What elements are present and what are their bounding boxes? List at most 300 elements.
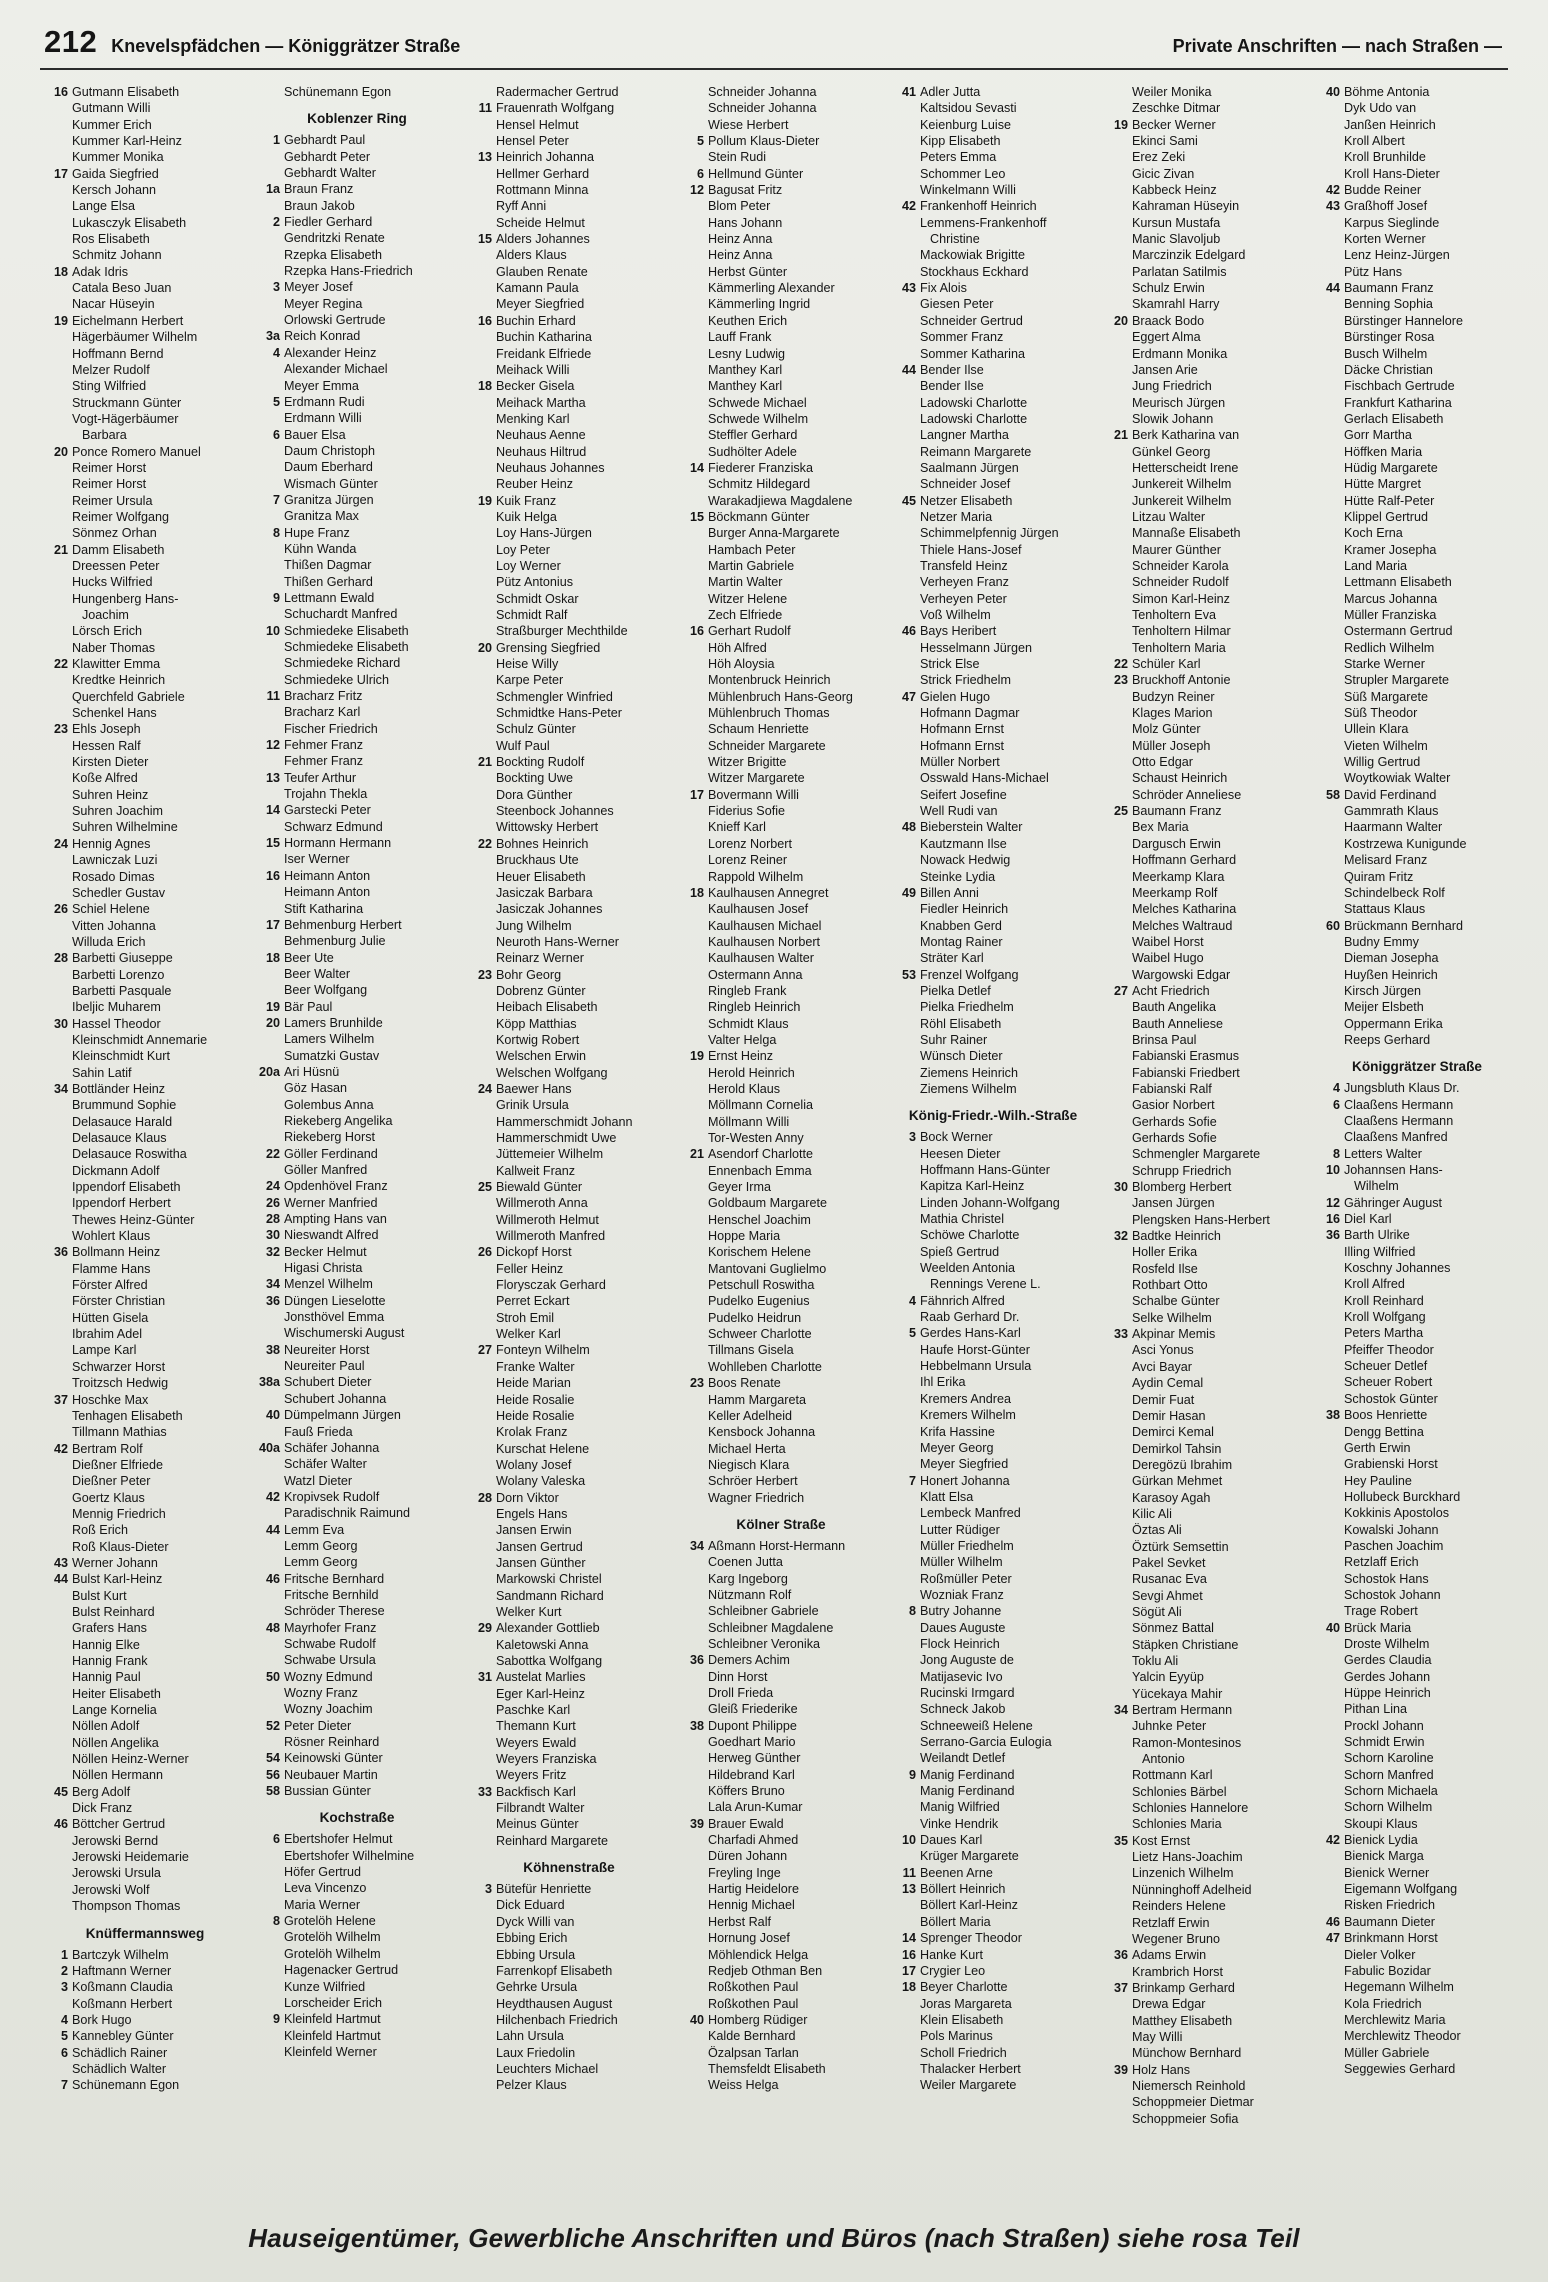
resident-name: Meerkamp Klara — [1132, 869, 1225, 884]
house-number — [468, 2028, 496, 2044]
entry-line — [892, 362, 1094, 378]
entry-line — [1316, 1016, 1518, 1032]
entry-line — [468, 1930, 670, 1946]
resident-name: Blom Peter — [708, 199, 771, 214]
entry-line — [468, 1963, 670, 1979]
entry-line — [1104, 395, 1306, 411]
house-number — [892, 378, 920, 394]
resident-name: Scheuer Detlef — [1344, 1359, 1428, 1374]
entry-line — [468, 1881, 670, 1897]
entry-line — [1104, 313, 1306, 329]
house-number — [44, 1048, 72, 1064]
resident-name: Jansen Jürgen — [1132, 1196, 1215, 1211]
entry-line — [1104, 950, 1306, 966]
resident-name: Böckmann Günter — [708, 509, 810, 524]
entry-line — [256, 198, 458, 214]
house-number — [256, 1636, 284, 1652]
resident-name: Feller Heinz — [496, 1261, 564, 1276]
entry-line — [468, 395, 670, 411]
entry-line — [1104, 1522, 1306, 1538]
entry-line — [892, 705, 1094, 721]
resident-name: Reinders Helene — [1132, 1899, 1226, 1914]
entry-line — [256, 394, 458, 410]
house-number — [1104, 1865, 1132, 1881]
house-number — [892, 1848, 920, 1864]
house-number: 32 — [1113, 1229, 1128, 1244]
resident-name: Schünemann Egon — [284, 85, 392, 99]
resident-name: Grotelöh Wilhelm — [284, 1946, 381, 1961]
resident-name: Nützmann Rolf — [708, 1587, 792, 1602]
house-number — [1104, 623, 1132, 639]
entry-line — [256, 149, 458, 165]
resident-name: Vitten Johanna — [72, 918, 156, 933]
resident-name: Willuda Erich — [72, 934, 146, 949]
entry-line — [44, 166, 246, 182]
resident-name: Transfeld Heinz — [920, 558, 1008, 573]
entry-line — [680, 166, 882, 182]
house-number — [468, 1816, 496, 1832]
resident-name: Kersch Johann — [72, 183, 157, 198]
house-number — [892, 852, 920, 868]
house-number — [1104, 1800, 1132, 1816]
house-number — [680, 1750, 708, 1766]
house-number — [1316, 574, 1344, 590]
entry-line — [256, 132, 458, 148]
entry-line — [44, 1800, 246, 1816]
entry-line — [468, 983, 670, 999]
resident-name: Meinus Günter — [496, 1817, 579, 1832]
house-number: 12 — [1325, 1195, 1340, 1210]
resident-name: Biewald Günter — [496, 1180, 583, 1195]
entry-line — [256, 1325, 458, 1341]
house-number — [680, 1947, 708, 1963]
resident-name: Dargusch Erwin — [1132, 836, 1221, 851]
entry-line — [1104, 1277, 1306, 1293]
entry-line — [1104, 231, 1306, 247]
resident-name: Brückmann Bernhard — [1344, 918, 1464, 933]
house-number — [256, 1652, 284, 1668]
entry-line — [256, 574, 458, 590]
entry-line — [1104, 999, 1306, 1015]
house-number: 48 — [265, 1620, 280, 1635]
resident-name: Fischbach Gertrude — [1344, 379, 1455, 394]
resident-name: Montag Rainer — [920, 934, 1003, 949]
entry-line — [892, 296, 1094, 312]
entry-line — [892, 1440, 1094, 1456]
house-number: 22 — [53, 657, 68, 672]
entry-line — [680, 574, 882, 590]
house-number: 27 — [477, 1343, 492, 1358]
resident-name: Fiedler Gerhard — [284, 215, 373, 230]
entry-line — [44, 411, 246, 427]
house-number — [44, 476, 72, 492]
resident-name: Glauben Renate — [496, 264, 588, 279]
resident-name: Schneider Johanna — [708, 85, 817, 99]
entry-line — [44, 1424, 246, 1440]
entry-line — [44, 525, 246, 541]
entry-line — [468, 1212, 670, 1228]
house-number — [680, 247, 708, 263]
house-number: 6 — [60, 2045, 68, 2060]
entry-line — [680, 999, 882, 1015]
entry-line — [1316, 1097, 1518, 1113]
resident-name: Melches Waltraud — [1132, 918, 1233, 933]
entry-line — [1104, 427, 1306, 443]
entry-line — [1104, 84, 1306, 100]
entry-line — [1104, 983, 1306, 999]
house-number — [468, 869, 496, 885]
house-number — [468, 1996, 496, 2012]
entry-line — [44, 1490, 246, 1506]
entry-line — [468, 346, 670, 362]
house-number — [680, 346, 708, 362]
house-number — [680, 656, 708, 672]
resident-name: Heide Marian — [496, 1376, 571, 1391]
entry-line — [1316, 1162, 1518, 1178]
entry-line — [680, 1963, 882, 1979]
resident-name: Kaletowski Anna — [496, 1637, 589, 1652]
house-number — [468, 280, 496, 296]
entry-line — [468, 427, 670, 443]
entry-line — [1104, 885, 1306, 901]
entry-line — [1316, 1734, 1518, 1750]
entry-line — [1104, 1195, 1306, 1211]
house-number — [892, 591, 920, 607]
resident-name: Müller Norbert — [920, 755, 1000, 770]
resident-name: Hennig Agnes — [72, 836, 151, 851]
entry-line — [892, 378, 1094, 394]
house-number — [1104, 476, 1132, 492]
house-number — [44, 1996, 72, 2012]
resident-name: Braun Jakob — [284, 198, 355, 213]
house-number — [468, 901, 496, 917]
house-number — [680, 640, 708, 656]
house-number — [1104, 231, 1132, 247]
house-number: 43 — [53, 1555, 68, 1570]
entry-line — [680, 1538, 882, 1554]
entry-line — [256, 1571, 458, 1587]
house-number — [1104, 1718, 1132, 1734]
entry-line — [892, 1178, 1094, 1194]
house-number — [1104, 215, 1132, 231]
resident-name: Well Rudi van — [920, 804, 998, 819]
entry-line — [468, 362, 670, 378]
entry-line — [1316, 1963, 1518, 1979]
house-number — [468, 1963, 496, 1979]
house-number: 16 — [901, 1947, 916, 1962]
entry-line — [44, 444, 246, 460]
house-number — [892, 1309, 920, 1325]
entry-line — [1316, 1832, 1518, 1848]
house-number — [44, 1865, 72, 1881]
house-number — [468, 1588, 496, 1604]
resident-name: Saalmann Jürgen — [920, 460, 1019, 475]
house-number — [468, 264, 496, 280]
house-number — [680, 999, 708, 1015]
resident-name: Grafers Hans — [72, 1621, 147, 1636]
entry-line — [256, 476, 458, 492]
house-number — [468, 1947, 496, 1963]
resident-name: Klawitter Emma — [72, 657, 161, 672]
street-heading: Knüffermannsweg — [85, 1925, 205, 1941]
resident-name: Kilic Ali — [1132, 1506, 1172, 1521]
resident-name: Watzl Dieter — [284, 1473, 353, 1488]
entry-line — [680, 182, 882, 198]
house-number — [1104, 1114, 1132, 1130]
resident-name: Schwarzer Horst — [72, 1359, 166, 1374]
resident-name: Gerth Erwin — [1344, 1440, 1411, 1455]
entry-line — [256, 1374, 458, 1390]
resident-name: Möhlendick Helga — [708, 1947, 809, 1962]
resident-name: Crygier Leo — [920, 1963, 986, 1978]
house-number: 20 — [53, 444, 68, 459]
resident-name: Kaulhausen Norbert — [708, 934, 821, 949]
house-number — [892, 166, 920, 182]
entry-line — [680, 509, 882, 525]
house-number — [680, 1881, 708, 1897]
entry-line — [1316, 918, 1518, 934]
entry-line — [892, 1146, 1094, 1162]
resident-name: Ziemens Heinrich — [920, 1065, 1018, 1080]
house-number: 14 — [901, 1931, 916, 1946]
house-number — [1316, 885, 1344, 901]
entry-line — [256, 802, 458, 818]
resident-name: Jerowski Heidemarie — [72, 1850, 189, 1865]
house-number — [680, 607, 708, 623]
entry-line — [892, 493, 1094, 509]
resident-name: Schmidt Erwin — [1344, 1735, 1425, 1750]
house-number — [680, 329, 708, 345]
resident-name: Witzer Helene — [708, 591, 788, 606]
house-number — [1316, 738, 1344, 754]
house-number: 9 — [272, 590, 280, 605]
entry-line — [468, 280, 670, 296]
house-number — [468, 689, 496, 705]
house-number: 4 — [1332, 1081, 1340, 1096]
house-number: 40 — [1325, 85, 1340, 99]
house-number — [1316, 1456, 1344, 1472]
resident-name: Austelat Marlies — [496, 1670, 586, 1685]
resident-name: Lörsch Erich — [72, 624, 142, 639]
house-number — [256, 655, 284, 671]
header-left — [44, 24, 460, 60]
house-number — [680, 1914, 708, 1930]
street-heading: Kochstraße — [319, 1810, 395, 1826]
entry-line — [1104, 198, 1306, 214]
resident-name: Öztürk Semsettin — [1132, 1539, 1229, 1554]
entry-line — [44, 885, 246, 901]
house-number — [44, 362, 72, 378]
resident-name: Eigemann Wolfgang — [1344, 1882, 1458, 1897]
house-number — [1104, 705, 1132, 721]
house-number — [468, 1930, 496, 1946]
house-number: 30 — [1113, 1180, 1128, 1195]
house-number — [1316, 1996, 1344, 2012]
resident-name: Claaßens Hermann — [1344, 1113, 1454, 1128]
house-number — [468, 1473, 496, 1489]
entry-line — [680, 1816, 882, 1832]
resident-name: Seifert Josefine — [920, 787, 1007, 802]
house-number — [680, 1097, 708, 1113]
resident-name: Schneider Johanna — [708, 101, 817, 116]
resident-name: Süß Margarete — [1344, 689, 1428, 704]
resident-name: Bulst Kurt — [72, 1588, 127, 1603]
house-number — [44, 640, 72, 656]
resident-name: Mayrhofer Franz — [284, 1620, 377, 1635]
entry-line — [1316, 2028, 1518, 2044]
entry-line — [680, 591, 882, 607]
resident-name: Peter Dieter — [284, 1718, 352, 1733]
resident-name: Karg Ingeborg — [708, 1571, 788, 1586]
resident-name: Wilhelm — [1354, 1179, 1399, 1194]
house-number — [1316, 1309, 1344, 1325]
entry-line — [468, 2077, 670, 2093]
resident-name: Ebbing Ursula — [496, 1947, 576, 1962]
house-number — [892, 607, 920, 623]
house-number — [680, 1114, 708, 1130]
resident-name: Schorn Karoline — [1344, 1751, 1434, 1766]
house-number — [1104, 787, 1132, 803]
entry-line — [892, 672, 1094, 688]
entry-line — [680, 1652, 882, 1668]
resident-name: Meihack Willi — [496, 362, 570, 377]
resident-name: Montenbruck Heinrich — [708, 673, 831, 688]
resident-name: Welker Kurt — [496, 1604, 562, 1619]
entry-line — [468, 1081, 670, 1097]
house-number — [468, 1604, 496, 1620]
resident-name: Wismach Günter — [284, 476, 378, 491]
entry-line — [892, 1244, 1094, 1260]
entry-line — [468, 117, 670, 133]
house-number — [256, 410, 284, 426]
entry-line — [892, 558, 1094, 574]
resident-name: Yalcin Eyyüp — [1132, 1670, 1204, 1685]
resident-name: Barbetti Giuseppe — [72, 951, 173, 966]
entry-line — [1316, 395, 1518, 411]
entry-line — [1104, 1604, 1306, 1620]
resident-name: Becker Gisela — [496, 379, 575, 394]
resident-name: Jerowski Ursula — [72, 1866, 161, 1881]
entry-line — [1104, 166, 1306, 182]
resident-name: Beenen Arne — [920, 1865, 993, 1880]
house-number — [44, 1898, 72, 1914]
resident-name: Alexander Heinz — [284, 345, 377, 360]
resident-name: Pudelko Eugenius — [708, 1294, 810, 1309]
house-number: 16 — [689, 624, 704, 639]
entry-line — [1104, 819, 1306, 835]
resident-name: Neuhaus Aenne — [496, 428, 586, 443]
resident-name: Slowik Johann — [1132, 411, 1214, 426]
house-number: 5 — [908, 1326, 916, 1341]
house-number — [1104, 1392, 1132, 1408]
house-number — [468, 1555, 496, 1571]
house-number — [1316, 1685, 1344, 1701]
resident-name: Krifa Hassine — [920, 1424, 995, 1439]
entry-line — [256, 753, 458, 769]
resident-name: Keinowski Günter — [284, 1751, 383, 1766]
resident-name: Manig Ferdinand — [920, 1784, 1015, 1799]
house-number: 14 — [265, 803, 280, 818]
resident-name: Hensel Peter — [496, 134, 569, 149]
entry-line — [44, 1375, 246, 1391]
entry-line — [256, 1750, 458, 1766]
entry-line — [468, 770, 670, 786]
entry-line — [468, 672, 670, 688]
resident-name: Henschel Joachim — [708, 1212, 811, 1227]
entry-line — [680, 934, 882, 950]
house-number — [468, 476, 496, 492]
entry-line — [256, 770, 458, 786]
house-number: 8 — [1332, 1146, 1340, 1161]
entry-line — [256, 1538, 458, 1554]
resident-name: Goldbaum Margarete — [708, 1196, 828, 1211]
resident-name: Perret Eckart — [496, 1294, 570, 1309]
resident-name: Fischer Friedrich — [284, 721, 378, 736]
house-number: 11 — [478, 101, 492, 116]
house-number — [256, 1358, 284, 1374]
resident-name: Grensing Siegfried — [496, 640, 601, 655]
entry-line — [892, 329, 1094, 345]
resident-name: Klatt Elsa — [920, 1489, 974, 1504]
resident-name: Beer Wolfgang — [284, 983, 368, 998]
entry-line — [44, 427, 246, 443]
house-number — [1104, 1571, 1132, 1587]
house-number — [680, 591, 708, 607]
entry-line — [1104, 1473, 1306, 1489]
entry-line — [892, 1571, 1094, 1587]
entry-line — [892, 1162, 1094, 1178]
house-number — [468, 999, 496, 1015]
resident-name: Pols Marinus — [920, 2029, 993, 2044]
house-number: 17 — [53, 166, 68, 181]
resident-name: Daues Karl — [920, 1833, 983, 1848]
resident-name: Nöllen Adolf — [72, 1719, 140, 1734]
house-number — [468, 542, 496, 558]
house-number — [1104, 999, 1132, 1015]
resident-name: Ampting Hans van — [284, 1212, 387, 1227]
entry-line — [468, 1539, 670, 1555]
house-number — [256, 1946, 284, 1962]
house-number: 41 — [901, 85, 916, 99]
resident-name: Nöllen Angelika — [72, 1735, 159, 1750]
entry-line — [892, 1930, 1094, 1946]
house-number: 1 — [60, 1947, 68, 1962]
house-number — [892, 149, 920, 165]
resident-name: Hetterscheidt Irene — [1132, 460, 1239, 475]
entry-line — [468, 738, 670, 754]
entry-line — [1316, 1799, 1518, 1815]
entry-line — [892, 689, 1094, 705]
house-number — [44, 1195, 72, 1211]
resident-name: Frankenhoff Heinrich — [920, 199, 1037, 214]
resident-name: Hambach Peter — [708, 542, 796, 557]
house-number — [1104, 247, 1132, 263]
entry-line — [680, 1848, 882, 1864]
house-number: 18 — [689, 885, 704, 900]
resident-name: Loy Werner — [496, 558, 561, 573]
entry-line — [44, 689, 246, 705]
resident-name: Erdmann Willi — [284, 411, 362, 426]
house-number — [892, 1391, 920, 1407]
resident-name: Stift Katharina — [284, 901, 364, 916]
entry-line — [892, 1016, 1094, 1032]
house-number — [468, 1032, 496, 1048]
house-number — [256, 2044, 284, 2060]
resident-name: Budny Emmy — [1344, 934, 1419, 949]
house-number — [892, 1358, 920, 1374]
house-number — [1104, 264, 1132, 280]
house-number — [1104, 1310, 1132, 1326]
